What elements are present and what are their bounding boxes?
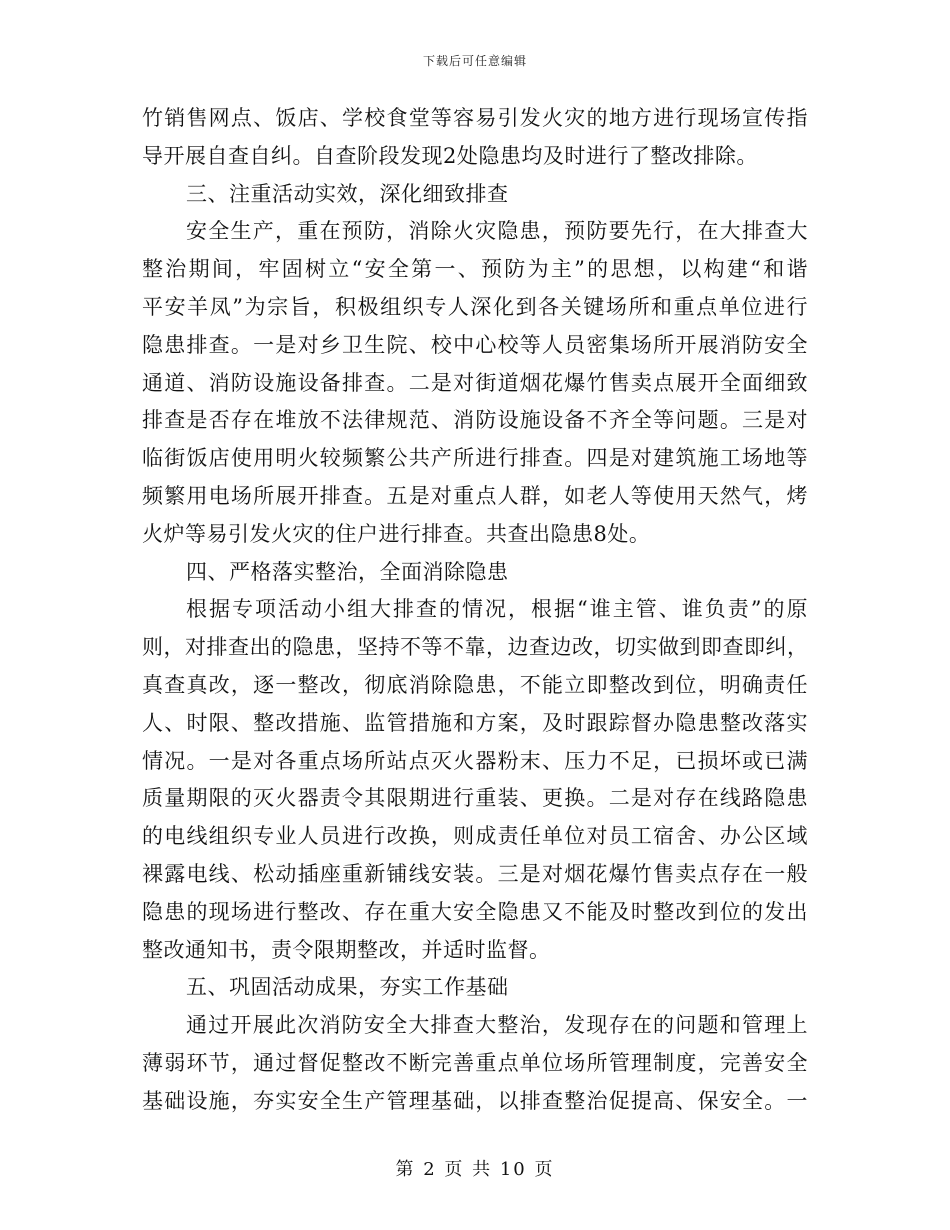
text-line: 排查是否存在堆放不法律规范、消防设施设备不齐全等问题。三是对 [142, 408, 808, 433]
text-line: 隐患的现场进行整改、存在重大安全隐患又不能及时整改到位的发出 [142, 899, 808, 924]
text-line: 基础设施，夯实安全生产管理基础，以排查整治促提高、保安全。一 [142, 1088, 808, 1113]
section-heading: 四、严格落实整治，全面消除隐患 [186, 559, 509, 584]
text-line: 平安羊凤”为宗旨，积极组织专人深化到各关键场所和重点单位进行 [142, 294, 808, 319]
text-line: 薄弱环节，通过督促整改不断完善重点单位场所管理制度，完善安全 [142, 1050, 808, 1075]
text-line: 整改通知书，责令限期整改，并适时监督。 [142, 937, 551, 962]
text-line: 火炉等易引发火灾的住户进行排查。共查出隐患8处。 [142, 521, 651, 546]
section-heading: 三、注重活动实效，深化细致排查 [186, 181, 509, 206]
section-heading: 五、巩固活动成果，夯实工作基础 [186, 975, 509, 1000]
page-number-footer: 第 2 页 共 10 页 [395, 1159, 555, 1180]
text-line: 竹销售网点、饭店、学校食堂等容易引发火灾的地方进行现场宣传指 [142, 106, 808, 130]
text-line: 质量期限的灭火器责令其限期进行重装、更换。二是对存在线路隐患 [142, 786, 808, 811]
text-line: 临街饭店使用明火较频繁公共产所进行排查。四是对建筑施工场地等 [142, 446, 808, 471]
text-line: 整治期间，牢固树立“安全第一、预防为主”的思想，以构建“和谐 [142, 257, 808, 282]
text-line: 则，对排查出的隐患，坚持不等不靠，边查边改，切实做到即查即纠， [142, 635, 809, 660]
text-line: 人、时限、整改措施、监管措施和方案，及时跟踪督办隐患整改落实 [142, 710, 808, 735]
document-body [142, 100, 808, 1121]
text-line: 安全生产，重在预防，消除火灾隐患，预防要先行，在大排查大 [186, 219, 808, 244]
text-line: 隐患排查。一是对乡卫生院、校中心校等人员密集场所开展消防安全 [142, 332, 808, 357]
text-line: 裸露电线、松动插座重新铺线安装。三是对烟花爆竹售卖点存在一般 [142, 861, 808, 886]
text-line: 的电线组织专业人员进行改换，则成责任单位对员工宿舍、办公区域 [142, 824, 808, 849]
text-line: 情况。一是对各重点场所站点灭火器粉末、压力不足，已损坏或已满 [142, 748, 808, 773]
text-line: 导开展自查自纠。自查阶段发现2处隐患均及时进行了整改排除。 [142, 143, 758, 168]
text-line: 根据专项活动小组大排查的情况，根据“谁主管、谁负责”的原 [186, 597, 808, 622]
text-line: 真查真改，逐一整改，彻底消除隐患，不能立即整改到位，明确责任 [142, 672, 808, 697]
text-line: 通道、消防设施设备排查。二是对街道烟花爆竹售卖点展开全面细致 [142, 370, 808, 395]
page-header-note: 下载后可任意编辑 [422, 54, 527, 68]
text-line: 频繁用电场所展开排查。五是对重点人群，如老人等使用天然气，烤 [142, 483, 808, 508]
text-line: 通过开展此次消防安全大排查大整治，发现存在的问题和管理上 [186, 1013, 808, 1038]
